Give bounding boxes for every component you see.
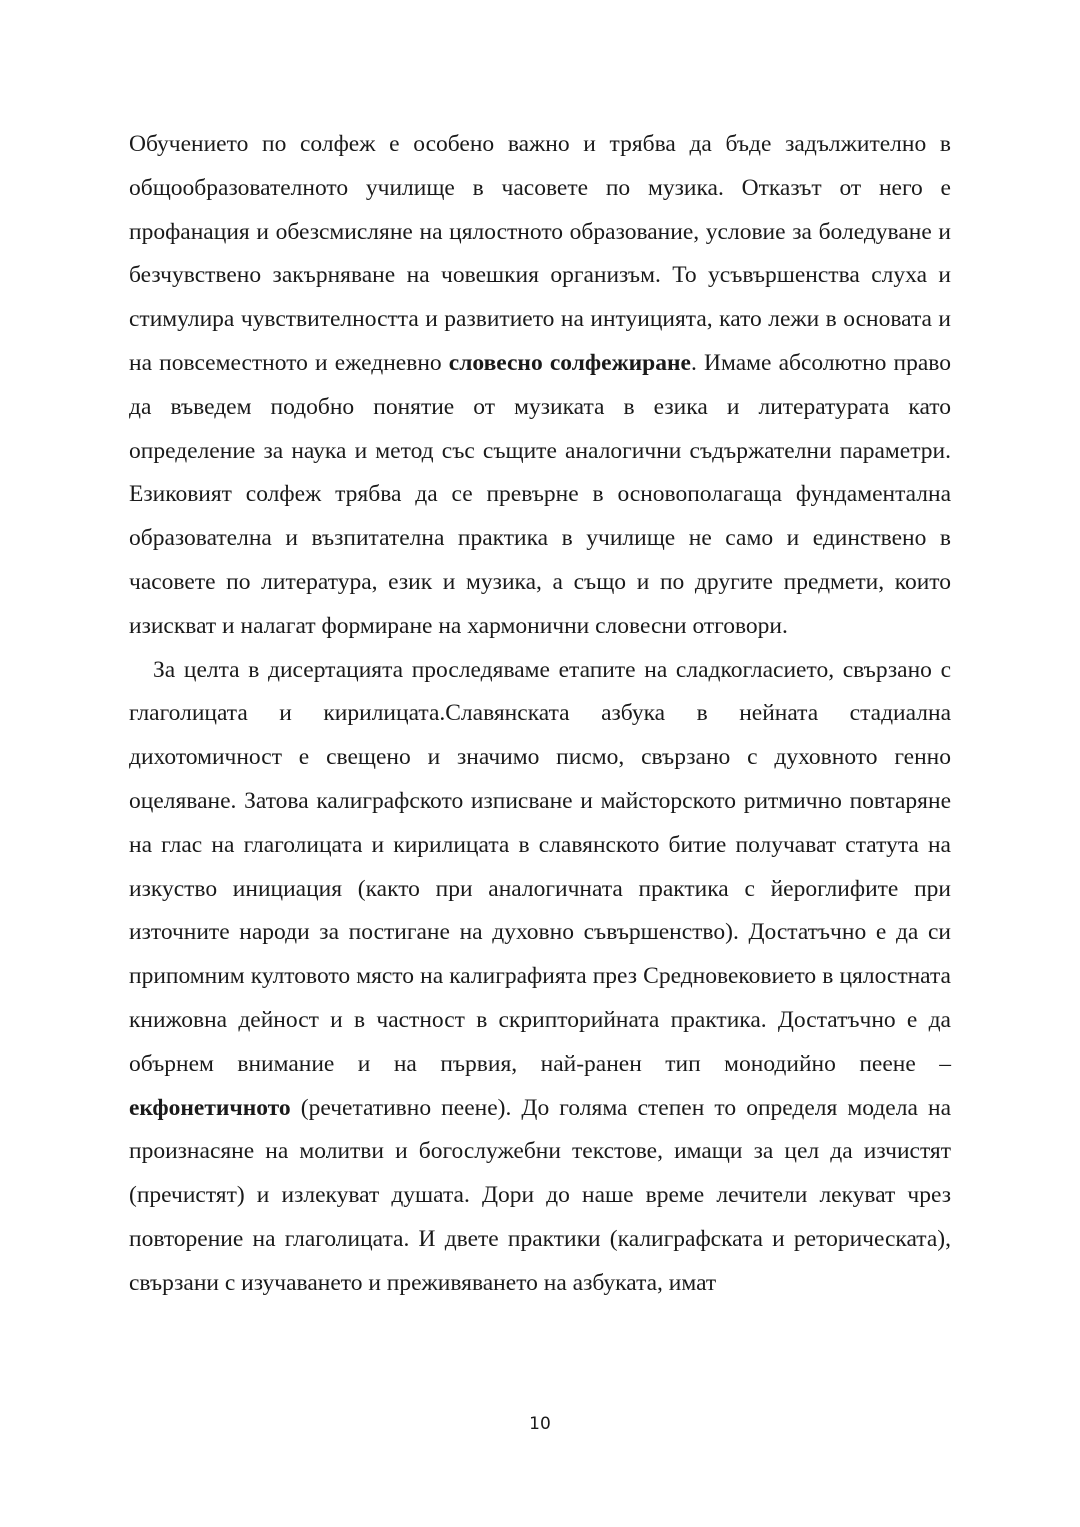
paragraph-solfege [129,123,951,649]
paragraph-text: Обучението по солфеж е особено важно и трябва да бъде задължително в общообразователното училище в часовете по музика. Отказът от него е профанация и обезсмисляне на цялостното образование, условие за боледуване и безчувствено закърняване на човешкия организъм. То усъвършенства слуха и стимулира чувствителността и развитието на интуицията, като лежи в основата и на повсеместното и ежедневно [129,131,951,376]
paragraph-text: . Имаме абсолютно право да въведем подобно понятие от музиката в езика и литературата като определение за наука и метод със същите аналогични съдържателни параметри. Езиковият солфеж трябва да се превърне в основополагаща фундаментална образователна и възпитателна практика в училище не само и единствено в часовете по литература, език и музика, а също и по другите предмети, които изискват и налагат формиране на хармонични словесни отговори. [129,349,951,639]
bold-term-verbal-solfege: словесно солфежиране [448,349,691,376]
bold-term-ekphonetic: екфонетичното [129,1094,291,1121]
paragraph-text: За целта в дисертацията проследяваме етапите на сладкогласието, свързано с глаголицата и кирилицата.Славянската азбука в нейната стадиална дихотомичност е свещено и значимо писмо, свързано с духовното генно оцеляване. Затова калиграфското изписване и майсторското ритмично повтаряне на глас на глаголицата и кирилицата в славянското битие получават статута на изкуство инициация (както при аналогичната практика с йероглифите при източните народи за постигане на духовно съвършенство). Достатъчно е да си припомним култовото място на калиграфията през Средновековието в цялостната книжовна дейност и в частност в скрипторийната практика. Достатъчно е да обърнем внимание и на първия, най-ранен тип монодийно пеене – [129,656,951,1077]
page-number: 10 [529,1414,551,1434]
text-body [129,123,951,1306]
paragraph-alphabet [129,649,951,1306]
paragraph-text: (речетативно пеене). До голяма степен то определя модела на произнасяне на молитви и богослужебни текстове, имащи за цел да изчистят (пречистят) и излекуват душата. Дори до наше време лечители лекуват чрез повторение на глаголицата. И двете практики (калиграфската и реторическата), свързани с изучаването и преживяването на азбуката, имат [129,1094,951,1296]
